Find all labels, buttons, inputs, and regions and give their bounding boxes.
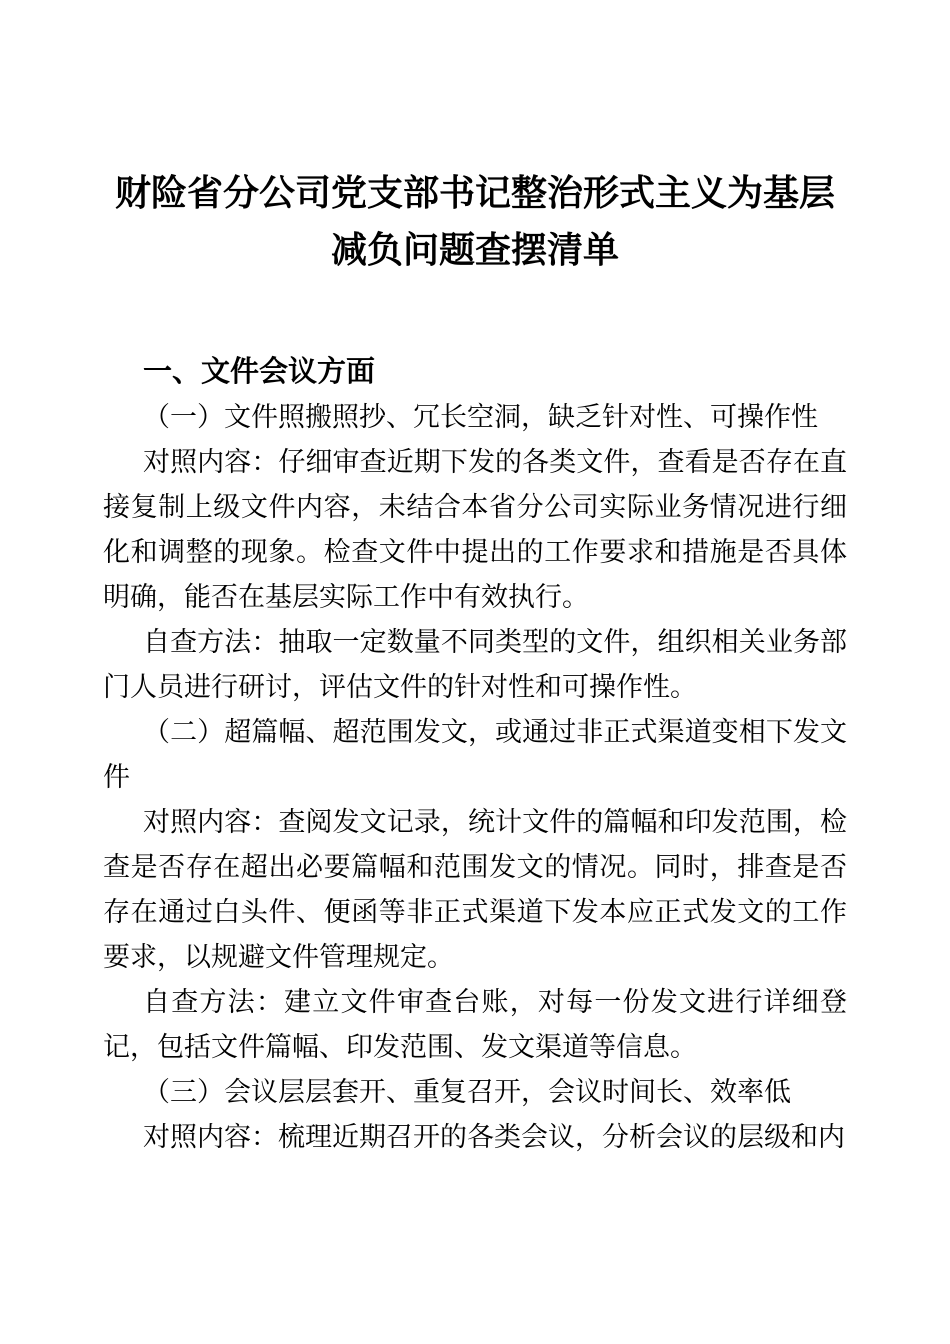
document-title: [103, 164, 847, 278]
section-heading-files-meetings: 一、文件会议方面: [143, 356, 376, 388]
document-title-line-2: 减负问题查摆清单: [330, 229, 619, 270]
item-1-check-content-paragraph: 对照内容：仔细审查近期下发的各类文件，查看是否存在直接复制上级文件内容，未结合本省分公司实际业务情况进行细化和调整的现象。检查文件中提出的工作要求和措施是否具体明确，能否在基层实际工作中有效执行。: [103, 447, 847, 612]
item-3-check-content-paragraph: 对照内容：梳理近期召开的各类会议，分析会议的层级和内: [143, 1122, 845, 1152]
item-1-self-check-method-paragraph: 自查方法：抽取一定数量不同类型的文件，组织相关业务部门人员进行研讨，评估文件的针对性和可操作性。: [103, 627, 847, 702]
item-3-label: （三）会议层层套开、重复召开，会议时间长、效率低: [143, 1077, 791, 1107]
document-title-line-1: 财险省分公司党支部书记整治形式主义为基层: [114, 172, 835, 213]
item-1-label: （一）文件照搬照抄、冗长空洞，缺乏针对性、可操作性: [143, 402, 818, 432]
item-2-label: （二）超篇幅、超范围发文，或通过非正式渠道变相下发文件: [103, 717, 847, 792]
item-2-check-content-paragraph: 对照内容：查阅发文记录，统计文件的篇幅和印发范围，检查是否存在超出必要篇幅和范围发文的情况。同时，排查是否存在通过白头件、便函等非正式渠道下发本应正式发文的工作要求，以规避文件管理规定。: [103, 807, 847, 972]
item-2-self-check-method-paragraph: 自查方法：建立文件审查台账，对每一份发文进行详细登记，包括文件篇幅、印发范围、发文渠道等信息。: [103, 987, 847, 1062]
